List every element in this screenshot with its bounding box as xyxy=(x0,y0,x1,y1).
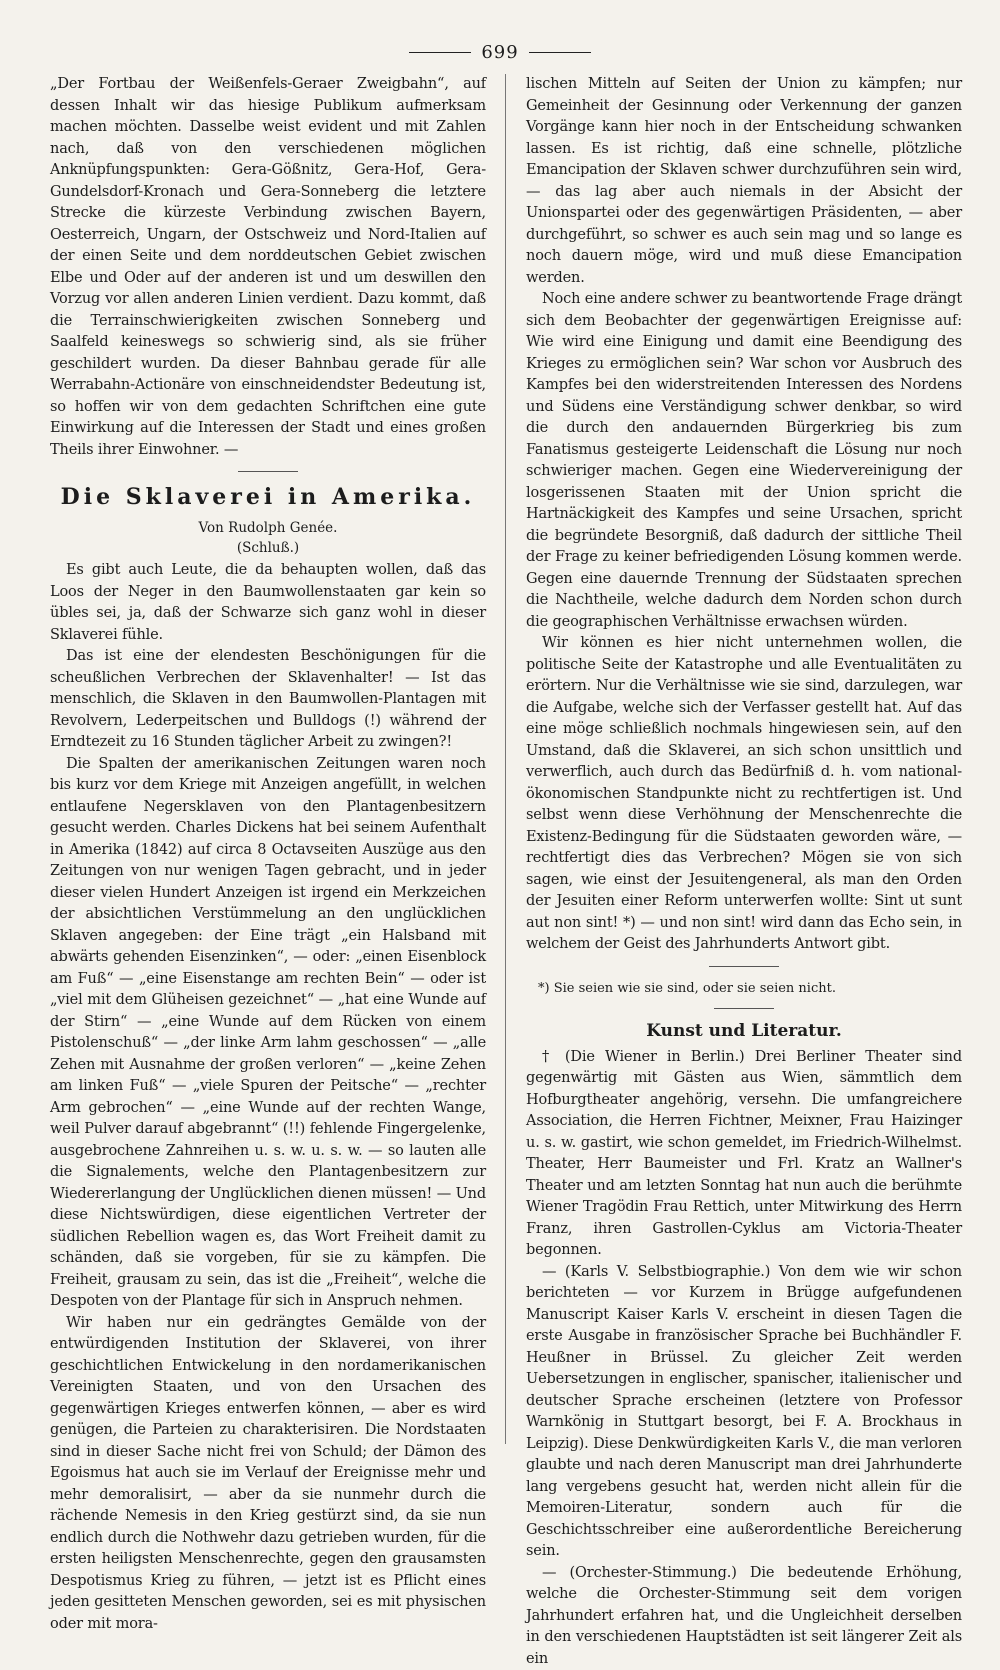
separator-rule xyxy=(709,966,779,967)
news-item: — (Karls V. Selbstbiographie.) Von dem wie wir schon berichteten — vor Kurzem in Brügge aufgefundenen Manuscript Kaiser Karls V. erscheint in diesen Tagen die erste Ausgabe in französischer Sprache bei Buchhändler F. Heußner in Brüssel. Zu gleicher Zeit werden Uebersetzungen in englischer, spanischer, italienischer und deutscher Sprache erscheinen (letztere von Professor Warnkönig in Stuttgart besorgt, bei F. A. Brockhaus in Leipzig). Diese Denkwürdigkeiten Karls V., die man verloren glaubte und nach deren Manuscript man drei Jahrhunderte lang vergebens gesucht hat, werden nicht allein für die Memoiren-Literatur, sondern auch für die Geschichtsschreiber eine außerordentliche Bereicherung sein. xyxy=(526,1262,962,1563)
header-rule-right xyxy=(529,52,591,53)
left-column xyxy=(50,74,486,1635)
article-paragraph: lischen Mitteln auf Seiten der Union zu kämpfen; nur Gemeinheit der Gesinnung oder Verkennung der ganzen Vorgänge kann hier noch in der Entscheidung schwanken lassen. Es ist richtig, daß eine schnelle, plötzliche Emancipation der Sklaven schwer durchzuführen sein wird, — das lag aber auch niemals in der Absicht der Unionspartei oder des gegenwärtigen Präsidenten, — aber durchgeführt, so schwer es auch sein mag und so lange es noch dauern möge, wird und muß diese Emancipation werden. xyxy=(526,74,962,289)
conclusion-note: (Schluß.) xyxy=(50,538,486,558)
article-paragraph: Wir können es hier nicht unternehmen wollen, die politische Seite der Katastrophe und alle Eventualitäten zu erörtern. Nur die Verhältnisse wie sie sind, darzulegen, war die Aufgabe, welche sich der Verfasser gestellt hat. Auf das eine möge schließlich nochmals hingewiesen sein, auf den Umstand, daß die Sklaverei, an sich schon unsittlich und verwerflich, auch durch das Bedürfniß d. h. vom national-ökonomischen Standpunkte nicht zu rechtfertigen ist. Und selbst wenn diese Verhöhnung der Menschenrechte die Existenz-Bedingung für die Südstaaten geworden wäre, — rechtfertigt dies das Verbrechen? Mögen sie von sich sagen, wie einst der Jesuitengeneral, als man den Orden der Jesuiten einer Reform unterwerfen wollte: Sint ut sunt aut non sint! *) — und non sint! wird dann das Echo sein, in welchem der Geist des Jahrhunderts Antwort gibt. xyxy=(526,633,962,956)
article-paragraph: Wir haben nur ein gedrängtes Gemälde von der entwürdigenden Institution der Sklaverei, von ihrer geschichtlichen Entwickelung in den nordamerikanischen Vereinigten Staaten, und von den Ursachen des gegenwärtigen Krieges entwerfen können, — aber es wird genügen, die Parteien zu charakterisiren. Die Nordstaaten sind in dieser Sache nicht frei von Schuld; der Dämon des Egoismus hat auch sie im Verlauf der Ereignisse mehr und mehr demoralisirt, — aber da sie nunmehr durch die rächende Nemesis in den Krieg gestürzt sind, da sie nun endlich durch die Nothwehr dazu getrieben wurden, für die ersten heiligsten Menschenrechte, gegen den grausamsten Despotismus Krieg zu führen, — jetzt ist es Pflicht eines jeden gesitteten Menschen geworden, sei es mit physischen oder mit mora- xyxy=(50,1313,486,1636)
news-item: — (Orchester-Stimmung.) Die bedeutende Erhöhung, welche die Orchester-Stimmung seit dem vorigen Jahrhundert erfahren hat, und die Ungleichheit derselben in den verschiedenen Hauptstädten ist seit längerer Zeit als ein xyxy=(526,1563,962,1670)
page-number: 699 xyxy=(481,42,518,63)
right-column xyxy=(526,74,962,1670)
article-byline: Von Rudolph Genée. xyxy=(50,518,486,538)
separator-rule xyxy=(238,471,298,472)
intro-paragraph: „Der Fortbau der Weißenfels-Geraer Zweigbahn“, auf dessen Inhalt wir das hiesige Publikum aufmerksam machen möchten. Dasselbe weist evident und mit Zahlen nach, daß von den verschiedenen möglichen Anknüpfungspunkten: Gera-Gößnitz, Gera-Hof, Gera-Gundelsdorf-Kronach und Gera-Sonneberg die letztere Strecke die kürzeste Verbindung zwischen Bayern, Oesterreich, Ungarn, der Ostschweiz und Nord-Italien auf der einen Seite und dem norddeutschen Gebiet zwischen Elbe und Oder auf der anderen ist und um deswillen den Vorzug vor allen anderen Linien verdient. Dazu kommt, daß die Terrainschwierigkeiten zwischen Sonneberg und Saalfeld keineswegs so schwierig sind, als sie früher geschildert wurden. Da dieser Bahnbau gerade für alle Werrabahn-Actionäre von einschneidendster Bedeutung ist, so hoffen wir von dem gedachten Schriftchen eine gute Einwirkung auf die Interessen der Stadt und eines großen Theils ihrer Einwohner. — xyxy=(50,74,486,461)
news-item: † (Die Wiener in Berlin.) Drei Berliner Theater sind gegenwärtig mit Gästen aus Wien, sämmtlich dem Hofburgtheater angehörig, versehn. Die umfangreichere Association, die Herren Fichtner, Meixner, Frau Haizinger u. s. w. gastirt, wie schon gemeldet, im Friedrich-Wilhelmst. Theater, Herr Baumeister und Frl. Kratz an Wallner's Theater und am letzten Sonntag hat nun auch die berühmte Wiener Tragödin Frau Rettich, unter Mitwirkung des Herrn Franz, ihren Gastrollen-Cyklus am Victoria-Theater begonnen. xyxy=(526,1047,962,1262)
page-header xyxy=(0,40,1000,64)
article-title: Die Sklaverei in Amerika. xyxy=(50,484,486,510)
article-paragraph: Noch eine andere schwer zu beantwortende Frage drängt sich dem Beobachter der gegenwärtigen Ereignisse auf: Wie wird eine Einigung und damit eine Beendigung des Krieges zu ermöglichen sein? War schon vor Ausbruch des Kampfes bei den widerstreitenden Interessen des Nordens und Südens eine Verständigung schwer denkbar, so wird die durch den andauernden Bürgerkrieg bis zum Fanatismus gesteigerte Leidenschaft die Lösung nur noch schwieriger machen. Gegen eine Wiedervereinigung der losgerissenen Staaten mit der Union spricht die Hartnäckigkeit des Kampfes und seine Ursachen, spricht die begründete Besorgniß, daß dadurch der sittliche Theil der Frage zu keiner befriedigenden Lösung kommen werde. Gegen eine dauernde Trennung der Südstaaten sprechen die Nachtheile, welche dadurch dem Norden schon durch die geographischen Verhältnisse erwachsen würden. xyxy=(526,289,962,633)
separator-rule xyxy=(714,1008,774,1009)
article-paragraph: Es gibt auch Leute, die da behaupten wollen, daß das Loos der Neger in den Baumwollenstaaten gar kein so übles sei, ja, daß der Schwarze sich ganz wohl in dieser Sklaverei fühle. xyxy=(50,560,486,646)
footnote: *) Sie seien wie sie sind, oder sie seien nicht. xyxy=(526,979,962,998)
article-paragraph: Die Spalten der amerikanischen Zeitungen waren noch bis kurz vor dem Kriege mit Anzeigen angefüllt, in welchen entlaufene Negersklaven von den Plantagenbesitzern gesucht werden. Charles Dickens hat bei seinem Aufenthalt in Amerika (1842) auf circa 8 Octavseiten Auszüge aus den Zeitungen von nur wenigen Tagen gebracht, und in jeder dieser vielen Hundert Anzeigen ist irgend ein Merkzeichen der absichtlichen Verstümmelung an den unglücklichen Sklaven angegeben: der Eine trägt „ein Halsband mit abwärts gehenden Eisenzinken“, — oder: „einen Eisenblock am Fuß“ — „eine Eisenstange am rechten Bein“ — oder ist „viel mit dem Glüheisen gezeichnet“ — „hat eine Wunde auf der Stirn“ — „eine Wunde auf dem Rücken von einem Pistolenschuß“ — „der linke Arm lahm geschossen“ — „alle Zehen mit Ausnahme der großen verloren“ — „keine Zehen am linken Fuß“ — „viele Spuren der Peitsche“ — „rechter Arm gebrochen“ — „eine Wunde auf der rechten Wange, weil Pulver darauf abgebrannt“ (!!) fehlende Fingergelenke, ausgebrochene Zahnreihen u. s. w. u. s. w. — so lauten alle die Signalements, welche den Plantagenbesitzern zur Wiedererlangung der Unglücklichen dienen müssen! — Und diese Nichtswürdigen, diese eigentlichen Vertreter der südlichen Rebellion wagen es, das Wort Freiheit damit zu schänden, daß sie vorgeben, für sie zu kämpfen. Die Freiheit, grausam zu sein, das ist die „Freiheit“, welche die Despoten von der Plantage für sich in Anspruch nehmen. xyxy=(50,754,486,1313)
section-title: Kunst und Literatur. xyxy=(526,1021,962,1041)
column-divider xyxy=(505,74,506,1444)
article-paragraph: Das ist eine der elendesten Beschönigungen für die scheußlichen Verbrechen der Sklavenhalter! — Ist das menschlich, die Sklaven in den Baumwollen-Plantagen mit Revolvern, Lederpeitschen und Bulldogs (!) während der Erndtezeit zu 16 Stunden täglicher Arbeit zu zwingen?! xyxy=(50,646,486,754)
header-rule-left xyxy=(409,52,471,53)
